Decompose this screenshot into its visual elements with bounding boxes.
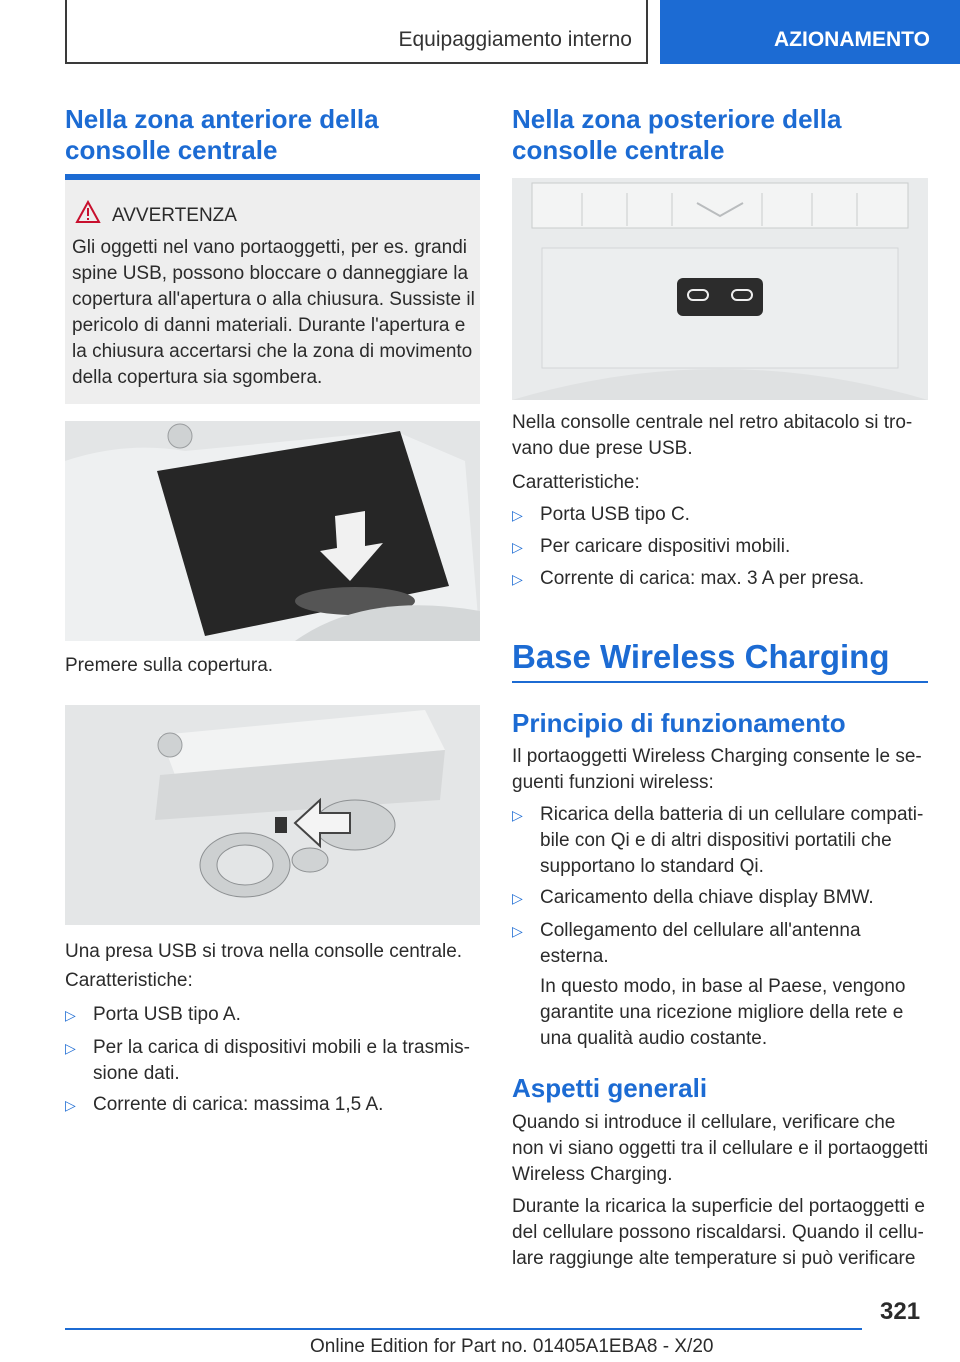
principle-heading: Principio di funzionamento	[512, 708, 846, 738]
general-aspects-heading: Aspetti generali	[512, 1073, 708, 1103]
left-caption-2: Una presa USB si trova nella consolle centrale.	[65, 941, 463, 962]
principle-text-line1: Il portaoggetti Wireless Charging consente le se-	[512, 746, 922, 767]
right-title-line2: consolle centrale	[512, 135, 725, 165]
header-section-box	[65, 0, 648, 64]
header-chapter-label: AZIONAMENTO	[774, 28, 930, 51]
bullet-triangle-icon: ▷	[512, 539, 523, 555]
header-chapter-tab	[660, 0, 960, 64]
bullet-triangle-icon: ▷	[65, 1040, 76, 1056]
general-p1-line3: Wireless Charging.	[512, 1164, 673, 1185]
general-p1-line2: non vi siano oggetti tra il cellulare e il portaoggetti	[512, 1138, 929, 1159]
footer-edition: Online Edition for Part no. 01405A1EBA8 - X/20	[310, 1336, 714, 1357]
left-title-line1: Nella zona anteriore della	[65, 104, 379, 134]
warning-triangle-icon	[75, 200, 101, 224]
general-p2-line1: Durante la ricarica la superficie del portaoggetti e	[512, 1196, 925, 1217]
usb-socket-illustration	[65, 705, 480, 925]
bullet-triangle-icon: ▷	[512, 923, 523, 939]
wireless-heading-rule	[512, 681, 928, 683]
left-section-title	[65, 104, 379, 166]
left-title-line2: consolle centrale	[65, 135, 278, 165]
left-features-label: Caratteristiche:	[65, 970, 193, 991]
right-features-label: Caratteristiche:	[512, 472, 640, 493]
right-section-title	[512, 104, 841, 166]
footer-rule	[65, 1328, 862, 1330]
general-p2-line2: del cellulare possono riscaldarsi. Quando il cellu-	[512, 1222, 924, 1243]
bullet-triangle-icon: ▷	[65, 1097, 76, 1113]
header-section-title: Equipaggiamento interno	[398, 28, 632, 51]
console-cover-illustration	[65, 421, 480, 641]
left-caption-1: Premere sulla copertura.	[65, 655, 274, 676]
bullet-triangle-icon: ▷	[65, 1007, 76, 1023]
warning-title: AVVERTENZA	[112, 205, 237, 226]
right-caption-line2: vano due prese USB.	[512, 438, 693, 459]
principle-text-line2: guenti funzioni wireless:	[512, 772, 714, 793]
bullet-triangle-icon: ▷	[512, 571, 523, 587]
general-p1-line1: Quando si introduce il cellulare, verificare che	[512, 1112, 896, 1133]
page-number: 321	[880, 1298, 921, 1325]
right-title-line1: Nella zona posteriore della	[512, 104, 842, 134]
warning-box	[65, 180, 480, 404]
general-p2-line3: lare raggiunge alte temperature si può verificare	[512, 1248, 916, 1269]
bullet-triangle-icon: ▷	[512, 890, 523, 906]
bullet-triangle-icon: ▷	[512, 507, 523, 523]
rear-usb-c-illustration	[512, 178, 928, 400]
bullet-triangle-icon: ▷	[512, 807, 523, 823]
wireless-charging-heading: Base Wireless Charging	[512, 638, 890, 675]
right-caption-line1: Nella consolle centrale nel retro abitacolo si tro-	[512, 412, 913, 433]
warning-body: Gli oggetti nel vano portaoggetti, per es. grandi spine USB, possono bloccare o danneggiare la copertura all'apertura o alla chiusura. Sussiste il pericolo di danni materiali. Durante l'apertura e la chiusura accertarsi che la zona di movimento della copertura sia sgombera.	[72, 237, 475, 388]
